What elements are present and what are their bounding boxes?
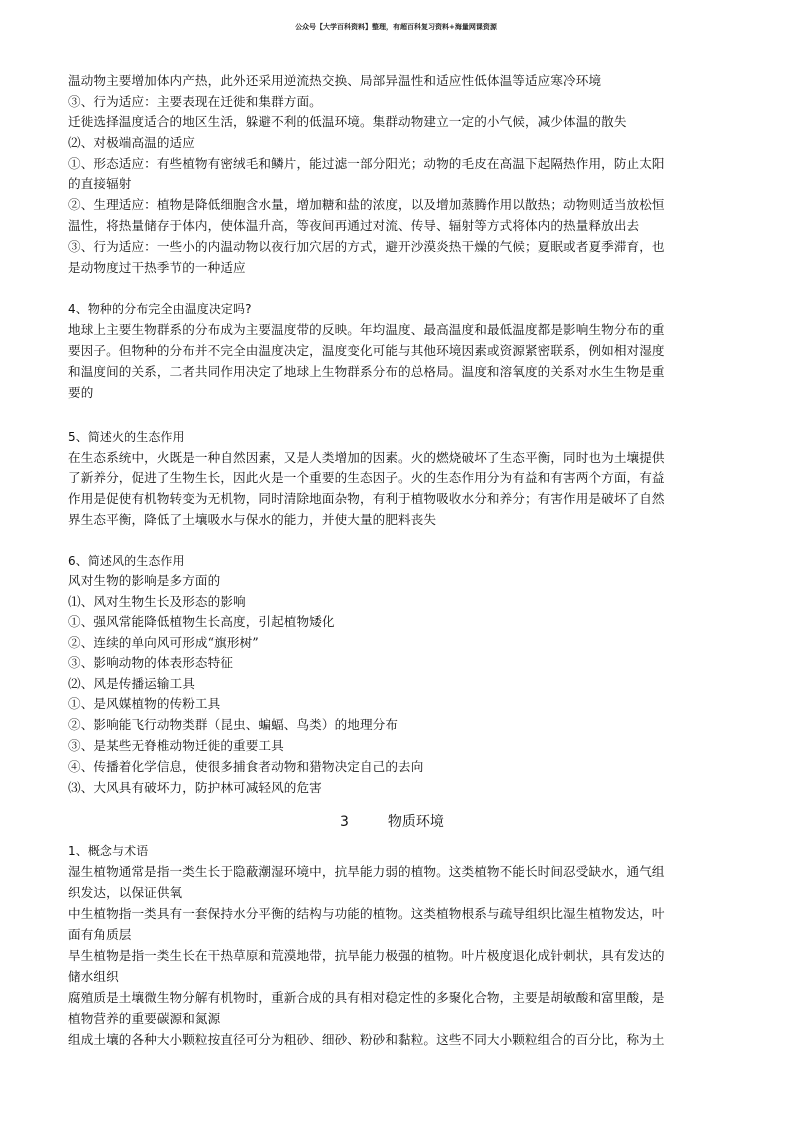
question-heading: 1、概念与术语 — [68, 844, 149, 858]
text-line: 作用是促使有机物转变为无机物，同时清除地面杂物，有利于植物吸收水分和养分；有害作用是破坏了自然 — [68, 491, 665, 506]
text-line: ①、形态适应：有些植物有密绒毛和鳞片，能过滤一部分阳光；动物的毛皮在高温下起隔热作用，防止太阳 — [68, 156, 665, 171]
text-line: 的直接辐射 — [68, 176, 132, 191]
text-line: 组成土壤的各种大小颗粒按直径可分为粗砂、细砂、粉砂和黏粒。这些不同大小颗粒组合的百分比，称为土 — [68, 1032, 665, 1047]
text-line: ⑶、大风具有破坏力，防护林可减轻风的危害 — [68, 780, 322, 795]
text-line: 腐殖质是土壤微生物分解有机物时，重新合成的具有相对稳定性的多聚化合物，主要是胡敏酸和富里酸，是 — [68, 990, 665, 1005]
text-line: 要的 — [68, 385, 94, 400]
text-line: 风对生物的影响是多方面的 — [68, 573, 221, 588]
text-line: ③、行为适应：一些小的内温动物以夜行加穴居的方式，避开沙漠炎热干燥的气候；夏眠或者夏季滞育，也 — [68, 239, 665, 254]
text-line: ②、影响能飞行动物类群（昆虫、蝙蝠、鸟类）的地理分布 — [68, 717, 399, 732]
text-line: ③、是某些无脊椎动物迁徙的重要工具 — [68, 738, 284, 753]
text-line: 中生植物指一类具有一套保持水分平衡的结构与功能的植物。这类植物根系与疏导组织比湿生植物发达，叶 — [68, 906, 665, 921]
text-line: ⑵、风是传播运输工具 — [68, 676, 195, 691]
text-line: 和温度间的关系，二者共同作用决定了地球上生物群系分布的总格局。温度和溶氧度的关系对水生生物是重 — [68, 364, 665, 379]
text-line: 织发达，以保证供氧 — [68, 885, 183, 900]
page-header-watermark: 公众号【大学百科资料】整理，有超百科复习资料+海量网课资源 — [295, 23, 497, 31]
text-line: ①、是风媒植物的传粉工具 — [68, 696, 221, 711]
question-heading: 5、简述火的生态作用 — [68, 430, 185, 444]
text-line: 了新养分，促进了生物生长，因此火是一个重要的生态因子。火的生态作用分为有益和有害两个方面，有益 — [68, 470, 665, 485]
text-line: ②、生理适应：植物是降低细胞含水量，增加糖和盐的浓度，以及增加蒸腾作用以散热；动物则适当放松恒 — [68, 197, 665, 212]
text-line: 温动物主要增加体内产热，此外还采用逆流热交换、局部异温性和适应性低体温等适应寒冷环境 — [68, 73, 602, 88]
section-number: 3 — [340, 814, 349, 830]
text-line: 迁徙选择温度适合的地区生活，躲避不利的低温环境。集群动物建立一定的小气候，减少体温的散失 — [68, 114, 627, 129]
text-line: 储水组织 — [68, 969, 119, 984]
section-title: 物质环境 — [387, 814, 444, 830]
question-heading: 4、物种的分布完全由温度决定吗? — [68, 302, 252, 316]
text-line: 植物营养的重要碳源和氮源 — [68, 1011, 221, 1026]
text-line: 地球上主要生物群系的分布成为主要温度带的反映。年均温度、最高温度和最低温度都是影响生物分布的重 — [68, 322, 665, 337]
text-line: ③、行为适应：主要表现在迁徙和集群方面。 — [68, 94, 322, 109]
text-line: 湿生植物通常是指一类生长于隐蔽潮湿环境中，抗旱能力弱的植物。这类植物不能长时间忍受缺水，通气组 — [68, 864, 665, 879]
text-line: ⑴、风对生物生长及形态的影响 — [68, 594, 246, 609]
text-line: ④、传播着化学信息，使很多捕食者动物和猎物决定自己的去向 — [68, 759, 424, 774]
text-line: 是动物度过干热季节的一种适应 — [68, 260, 246, 275]
section-heading — [340, 811, 444, 831]
text-line: ②、连续的单向风可形成“旗形树” — [68, 635, 259, 650]
text-line: 面有角质层 — [68, 927, 132, 942]
text-line: 要因子。但物种的分布并不完全由温度决定，温度变化可能与其他环境因素或资源紧密联系，例如相对湿度 — [68, 343, 665, 358]
text-line: 旱生植物是指一类生长在干热草原和荒漠地带，抗旱能力极强的植物。叶片极度退化成针刺状，具有发达的 — [68, 948, 665, 963]
text-line: 在生态系统中，火既是一种自然因素，又是人类增加的因素。火的燃烧破坏了生态平衡，同时也为土壤提供 — [68, 450, 665, 465]
question-heading: 6、简述风的生态作用 — [68, 554, 185, 568]
text-line: ①、强风常能降低植物生长高度，引起植物矮化 — [68, 614, 335, 629]
text-line: 温性，将热量储存于体内，使体温升高，等夜间再通过对流、传导、辐射等方式将体内的热量释放出去 — [68, 218, 640, 233]
text-line: ⑵、对极端高温的适应 — [68, 135, 195, 150]
text-line: ③、影响动物的体表形态特征 — [68, 655, 234, 670]
text-line: 界生态平衡，降低了土壤吸水与保水的能力，并使大量的肥料丧失 — [68, 512, 437, 527]
